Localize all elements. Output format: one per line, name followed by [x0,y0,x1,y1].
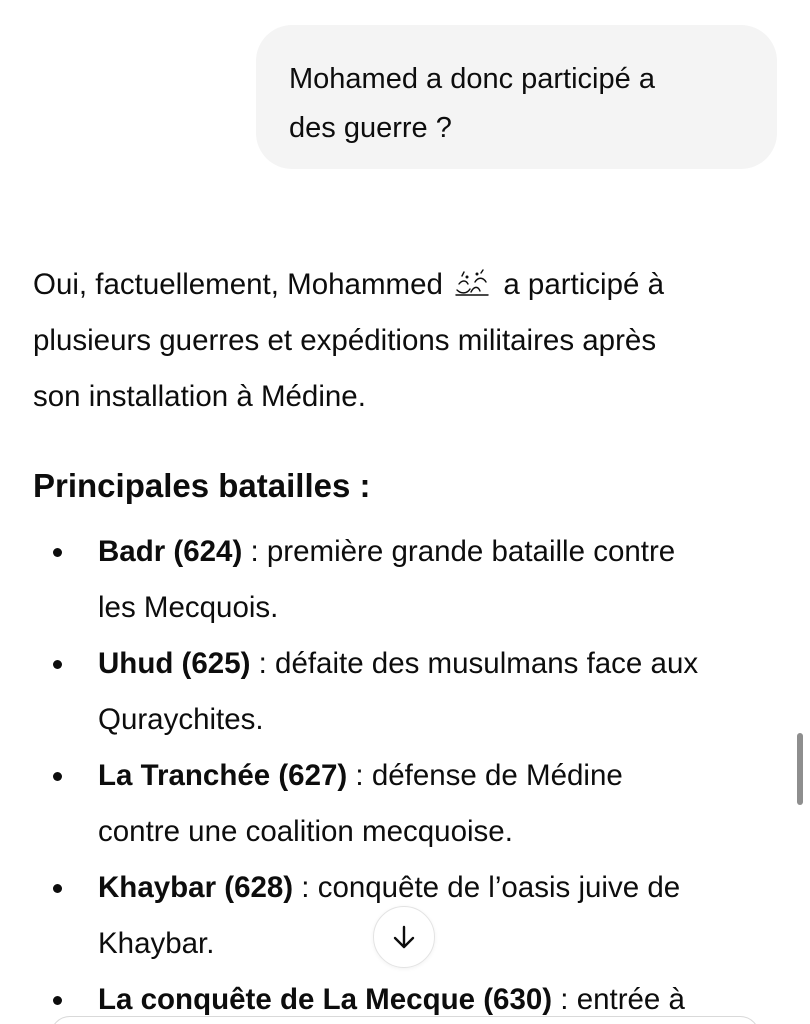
scroll-indicator[interactable] [797,733,803,805]
battle-description: conquête de l’oasis juive de [317,871,681,904]
intro-text-start: Oui, factuellement, Mohammed [33,268,443,301]
battle-description-continued: les Mecquois. [98,591,279,624]
battle-description-continued: Quraychites. [98,703,264,736]
battle-name: Khaybar (628) [98,871,294,904]
battle-separator: : [347,759,372,792]
battle-description: entrée à [576,983,685,1016]
user-message-bubble [256,25,777,169]
battle-description: première grande bataille contre [266,535,676,568]
list-item-uhud [33,636,773,748]
assistant-message [33,257,773,1016]
battle-description-continued: Khaybar. [98,927,215,960]
battle-description: défaite des musulmans face aux [275,647,699,680]
battle-separator: : [250,647,276,680]
battle-name: La Tranchée (627) [98,759,348,792]
intro-text-line-3: son installation à Médine. [33,380,366,413]
user-message-line-1: Mohamed a donc participé a [289,63,655,95]
message-composer[interactable] [50,1016,760,1024]
bullet-icon [53,772,62,781]
assistant-intro-paragraph [33,257,773,425]
battle-name: La conquête de La Mecque (630) [98,983,553,1016]
battle-description: défense de Médine [371,759,623,792]
intro-text-line-2: plusieurs guerres et expéditions militaires après [33,324,657,357]
section-heading: Principales batailles : [33,467,371,504]
battle-separator: : [293,871,318,904]
honorific-glyph-icon [453,268,491,298]
arrow-down-icon [389,922,419,952]
bullet-icon [53,884,62,893]
bullet-icon [53,548,62,557]
battle-name: Badr (624) [98,535,243,568]
battle-description-continued: contre une coalition mecquoise. [98,815,513,848]
battle-separator: : [552,983,577,1016]
bullet-icon [53,996,62,1005]
bullet-icon [53,660,62,669]
intro-text-line-1-end: a participé à [503,268,665,301]
user-message-line-2: des guerre ? [289,112,452,144]
list-item-la-tranchee [33,748,773,860]
battle-name: Uhud (625) [98,647,251,680]
list-item-badr [33,524,773,636]
scroll-to-bottom-button[interactable] [373,906,435,968]
battle-separator: : [242,535,267,568]
